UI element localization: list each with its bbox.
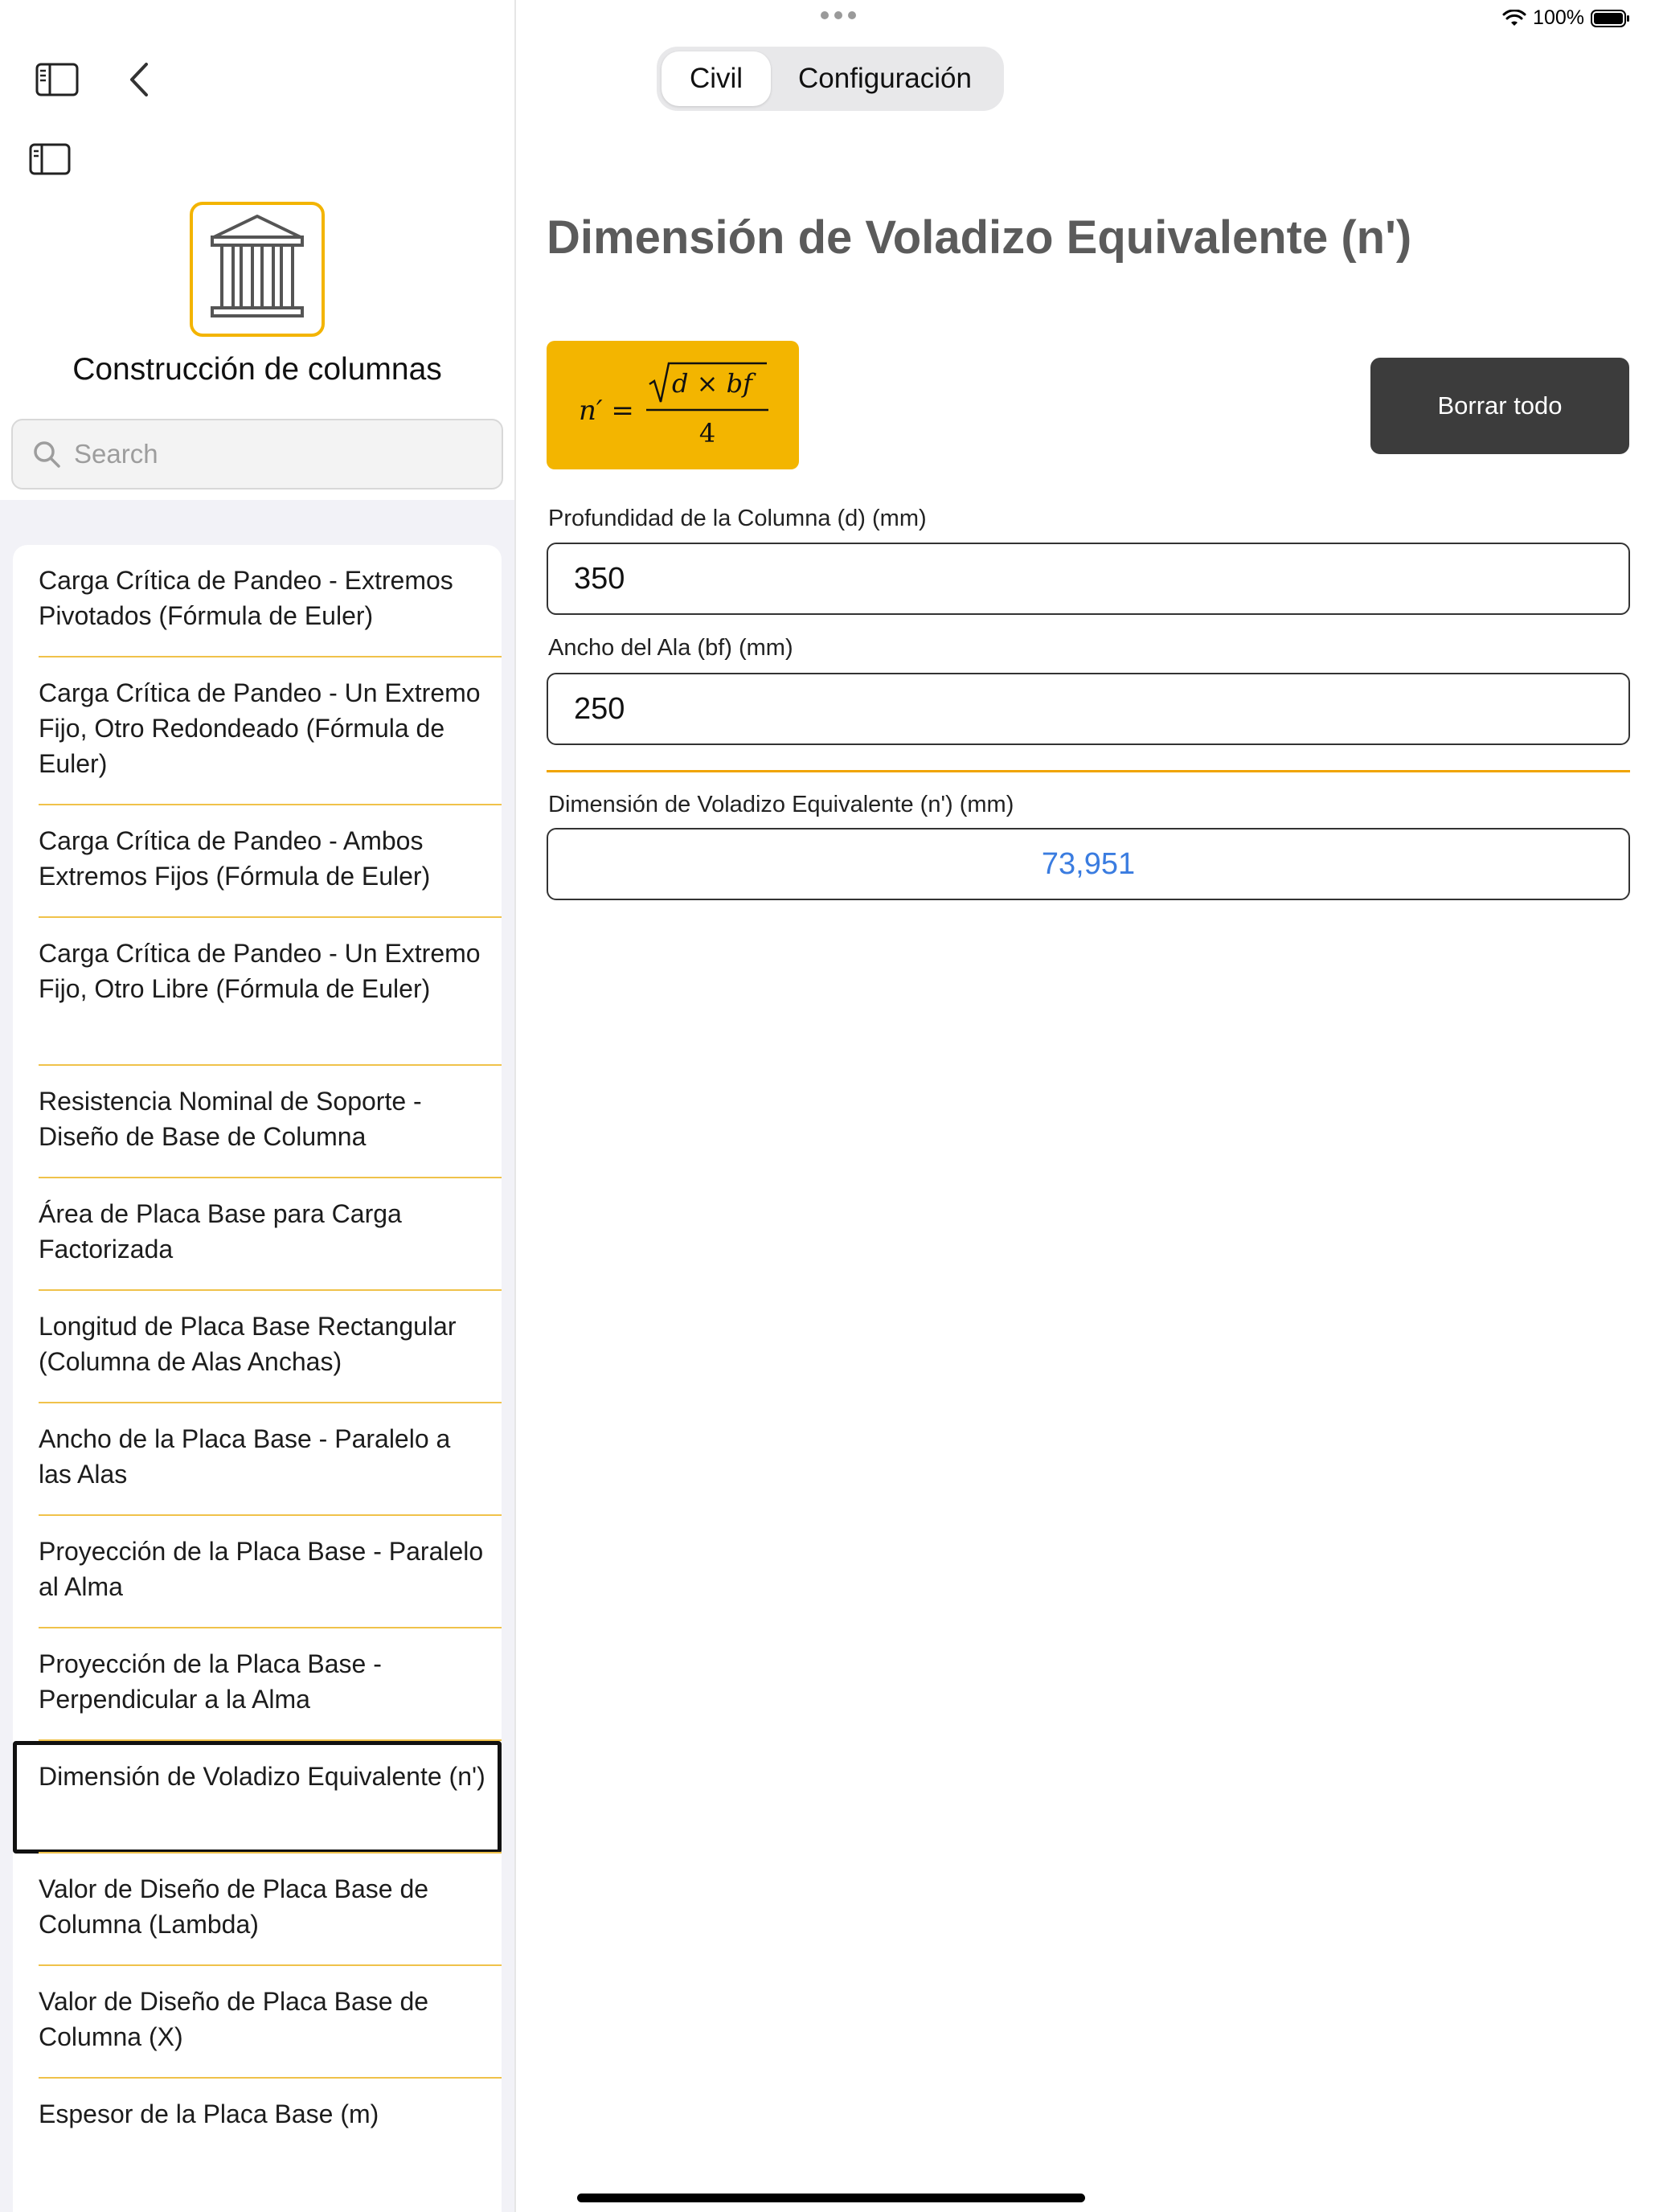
sidebar-header: [0, 0, 514, 500]
tab-configuracion[interactable]: Configuración: [798, 63, 972, 94]
formula-graphic: [547, 341, 799, 469]
list-item[interactable]: [13, 918, 502, 1066]
sidebar-panel-icon[interactable]: [29, 143, 71, 175]
status-right: [1502, 6, 1631, 30]
formula-lhs: n′ =: [579, 395, 634, 427]
battery-icon: [1591, 9, 1631, 28]
list-item-label: Carga Crítica de Pandeo - Ambos Extremos Fijos (Fórmula de Euler): [39, 826, 431, 891]
result-separator: [547, 770, 1630, 772]
clear-all-button[interactable]: Borrar todo: [1370, 358, 1629, 454]
calculator-list: [13, 545, 502, 2212]
list-item[interactable]: [13, 1628, 502, 1741]
back-chevron-icon[interactable]: [127, 61, 151, 98]
list-item-label: Valor de Diseño de Placa Base de Columna (X): [39, 1987, 429, 2051]
depth-label: Profundidad de la Columna (d) (mm): [548, 506, 927, 531]
depth-input[interactable]: 350: [547, 543, 1630, 615]
list-item-label: Dimensión de Voladizo Equivalente (n'): [39, 1762, 485, 1791]
list-item[interactable]: [13, 1966, 502, 2079]
search-icon: [32, 440, 61, 469]
list-item-label: Carga Crítica de Pandeo - Extremos Pivotados (Fórmula de Euler): [39, 566, 453, 630]
page-title: Dimensión de Voladizo Equivalente (n'): [547, 211, 1412, 264]
flange-width-label: Ancho del Ala (bf) (mm): [548, 635, 793, 661]
app-title: Construcción de columnas: [72, 352, 442, 387]
list-item[interactable]: [13, 1178, 502, 1291]
wifi-icon: [1502, 10, 1526, 27]
list-item[interactable]: [13, 805, 502, 918]
split-divider: [514, 0, 516, 2212]
list-item-label: Espesor de la Placa Base (m): [39, 2099, 379, 2128]
formula-card: [547, 341, 799, 469]
list-item[interactable]: [13, 1516, 502, 1628]
formula-radicand: d × bf: [672, 368, 752, 399]
sidebar-toggle-icon[interactable]: [35, 63, 79, 96]
sidebar: [0, 0, 514, 2212]
search-placeholder: Search: [74, 439, 158, 469]
list-item[interactable]: [13, 1741, 502, 1854]
list-item-label: Valor de Diseño de Placa Base de Columna (Lambda): [39, 1874, 429, 1939]
tab-civil[interactable]: Civil: [662, 51, 771, 106]
list-item[interactable]: [13, 1291, 502, 1403]
result-output: 73,951: [547, 828, 1630, 900]
segmented-control: [657, 47, 1004, 111]
list-item[interactable]: [13, 657, 502, 805]
list-item-label: Ancho de la Placa Base - Paralelo a las Alas: [39, 1424, 451, 1489]
list-item-label: Proyección de la Placa Base - Paralelo al Alma: [39, 1537, 484, 1601]
home-indicator[interactable]: [577, 2194, 1085, 2202]
list-item[interactable]: [13, 1854, 502, 1966]
list-item-label: Proyección de la Placa Base - Perpendicular a la Alma: [39, 1649, 382, 1714]
list-item-label: Carga Crítica de Pandeo - Un Extremo Fijo, Otro Libre (Fórmula de Euler): [39, 939, 481, 1003]
app-logo: [190, 202, 325, 337]
list-item-label: Área de Placa Base para Carga Factorizada: [39, 1199, 402, 1264]
list-item-label: Longitud de Placa Base Rectangular (Columna de Alas Anchas): [39, 1312, 457, 1376]
multitasking-dots-icon[interactable]: [821, 11, 856, 19]
list-item[interactable]: [13, 1066, 502, 1178]
column-building-icon: [193, 205, 322, 334]
list-item[interactable]: [13, 1403, 502, 1516]
flange-width-input[interactable]: 250: [547, 673, 1630, 745]
search-input[interactable]: [11, 419, 503, 490]
list-item-label: Resistencia Nominal de Soporte - Diseño de Base de Columna: [39, 1087, 422, 1151]
battery-percent: 100%: [1533, 6, 1584, 29]
list-item[interactable]: [13, 2079, 502, 2175]
list-item-label: Carga Crítica de Pandeo - Un Extremo Fijo, Otro Redondeado (Fórmula de Euler): [39, 678, 481, 778]
result-label: Dimensión de Voladizo Equivalente (n') (mm): [548, 792, 1014, 817]
formula-denominator: 4: [698, 418, 716, 449]
list-item[interactable]: [13, 545, 502, 657]
